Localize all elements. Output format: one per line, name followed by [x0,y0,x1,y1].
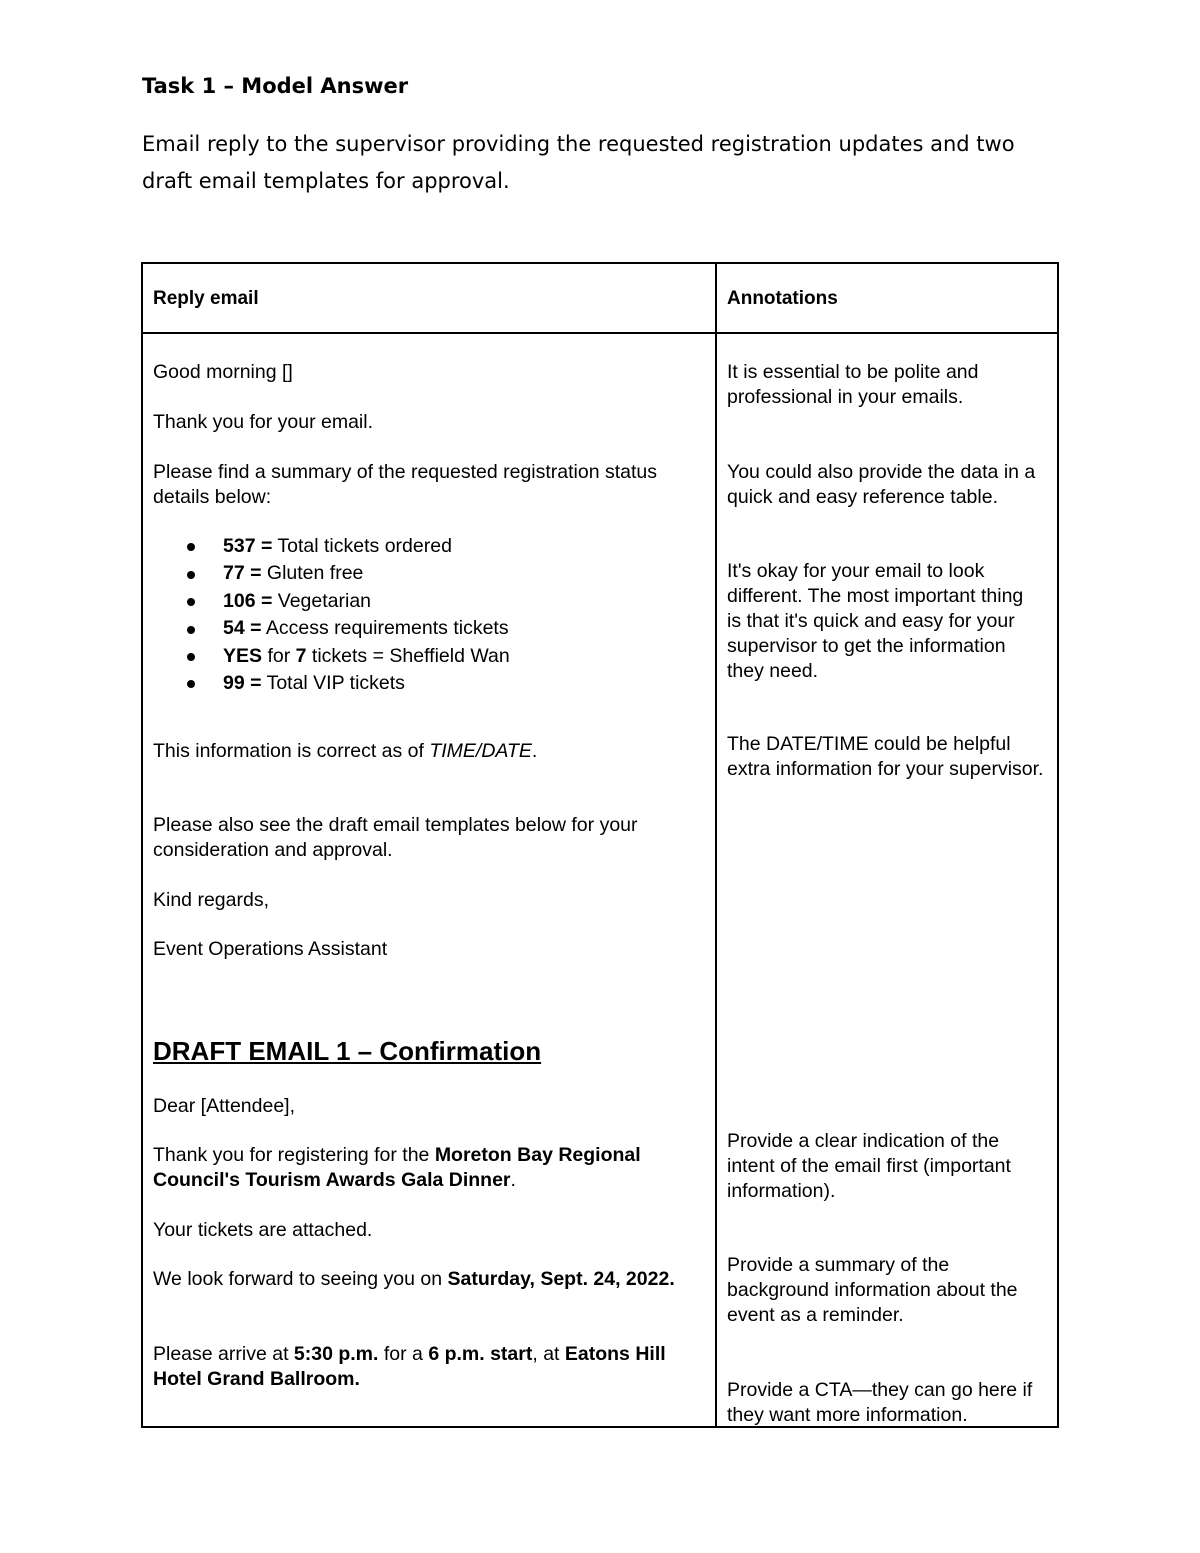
bullet-icon [187,571,195,579]
correct-as-of: This information is correct as of TIME/DATE. [153,740,538,762]
draft-forward: We look forward to seeing you on Saturday, Sept. 24, 2022. [153,1268,675,1290]
annotation: You could also provide the data in a quick and easy reference table. [727,461,1036,508]
list-item: 537 = Total tickets ordered [223,535,452,557]
thanks-line: Thank you for your email. [153,411,374,433]
page-title: Task 1 – Model Answer [142,74,409,98]
annotation: Provide a CTA—they can go here if they want more information. [727,1379,1033,1426]
header-divider [143,332,1057,334]
draft-arrive: Please arrive at 5:30 p.m. for a 6 p.m. start, at Eatons Hill Hotel Grand Ballroom. [153,1343,666,1390]
bullet-icon [187,626,195,634]
bullet-icon [187,680,195,688]
annotation: It is essential to be polite and professional in your emails. [727,361,979,408]
greeting: Good morning [] [153,361,293,383]
draft-tickets: Your tickets are attached. [153,1219,373,1241]
summary-intro: Please find a summary of the requested registration status details below: [153,461,658,508]
header-reply-email: Reply email [153,288,259,309]
model-answer-table [141,262,1059,1428]
list-item: 54 = Access requirements tickets [223,617,509,639]
list-item: 77 = Gluten free [223,562,364,584]
annotation: Provide a clear indication of the intent of the email first (important information). [727,1130,1011,1202]
list-item: 106 = Vegetarian [223,590,372,612]
draft-email-heading: DRAFT EMAIL 1 – Confirmation [153,1036,542,1066]
annotation: It's okay for your email to look different. The most important thing is that it's quick and easy for your supervisor to get the information they need. [727,560,1024,682]
annotation: Provide a summary of the background information about the event as a reminder. [727,1254,1018,1326]
column-divider [715,264,717,1426]
draft-thanks: Thank you for registering for the Moreton Bay Regional Council's Tourism Awards Gala Dinner. [153,1144,641,1191]
bullet-icon [187,543,195,551]
list-item: YES for 7 tickets = Sheffield Wan [223,645,510,667]
sign-off: Kind regards, [153,889,269,911]
also-see: Please also see the draft email templates below for your consideration and approval. [153,814,638,861]
page-subtitle: Email reply to the supervisor providing the requested registration updates and two draft email templates for approval. [142,132,1015,193]
signature: Event Operations Assistant [153,938,388,960]
annotation: The DATE/TIME could be helpful extra information for your supervisor. [727,733,1044,780]
header-annotations: Annotations [727,288,838,309]
list-item: 99 = Total VIP tickets [223,672,405,694]
bullet-icon [187,653,195,661]
draft-dear: Dear [Attendee], [153,1095,296,1117]
bullet-icon [187,598,195,606]
